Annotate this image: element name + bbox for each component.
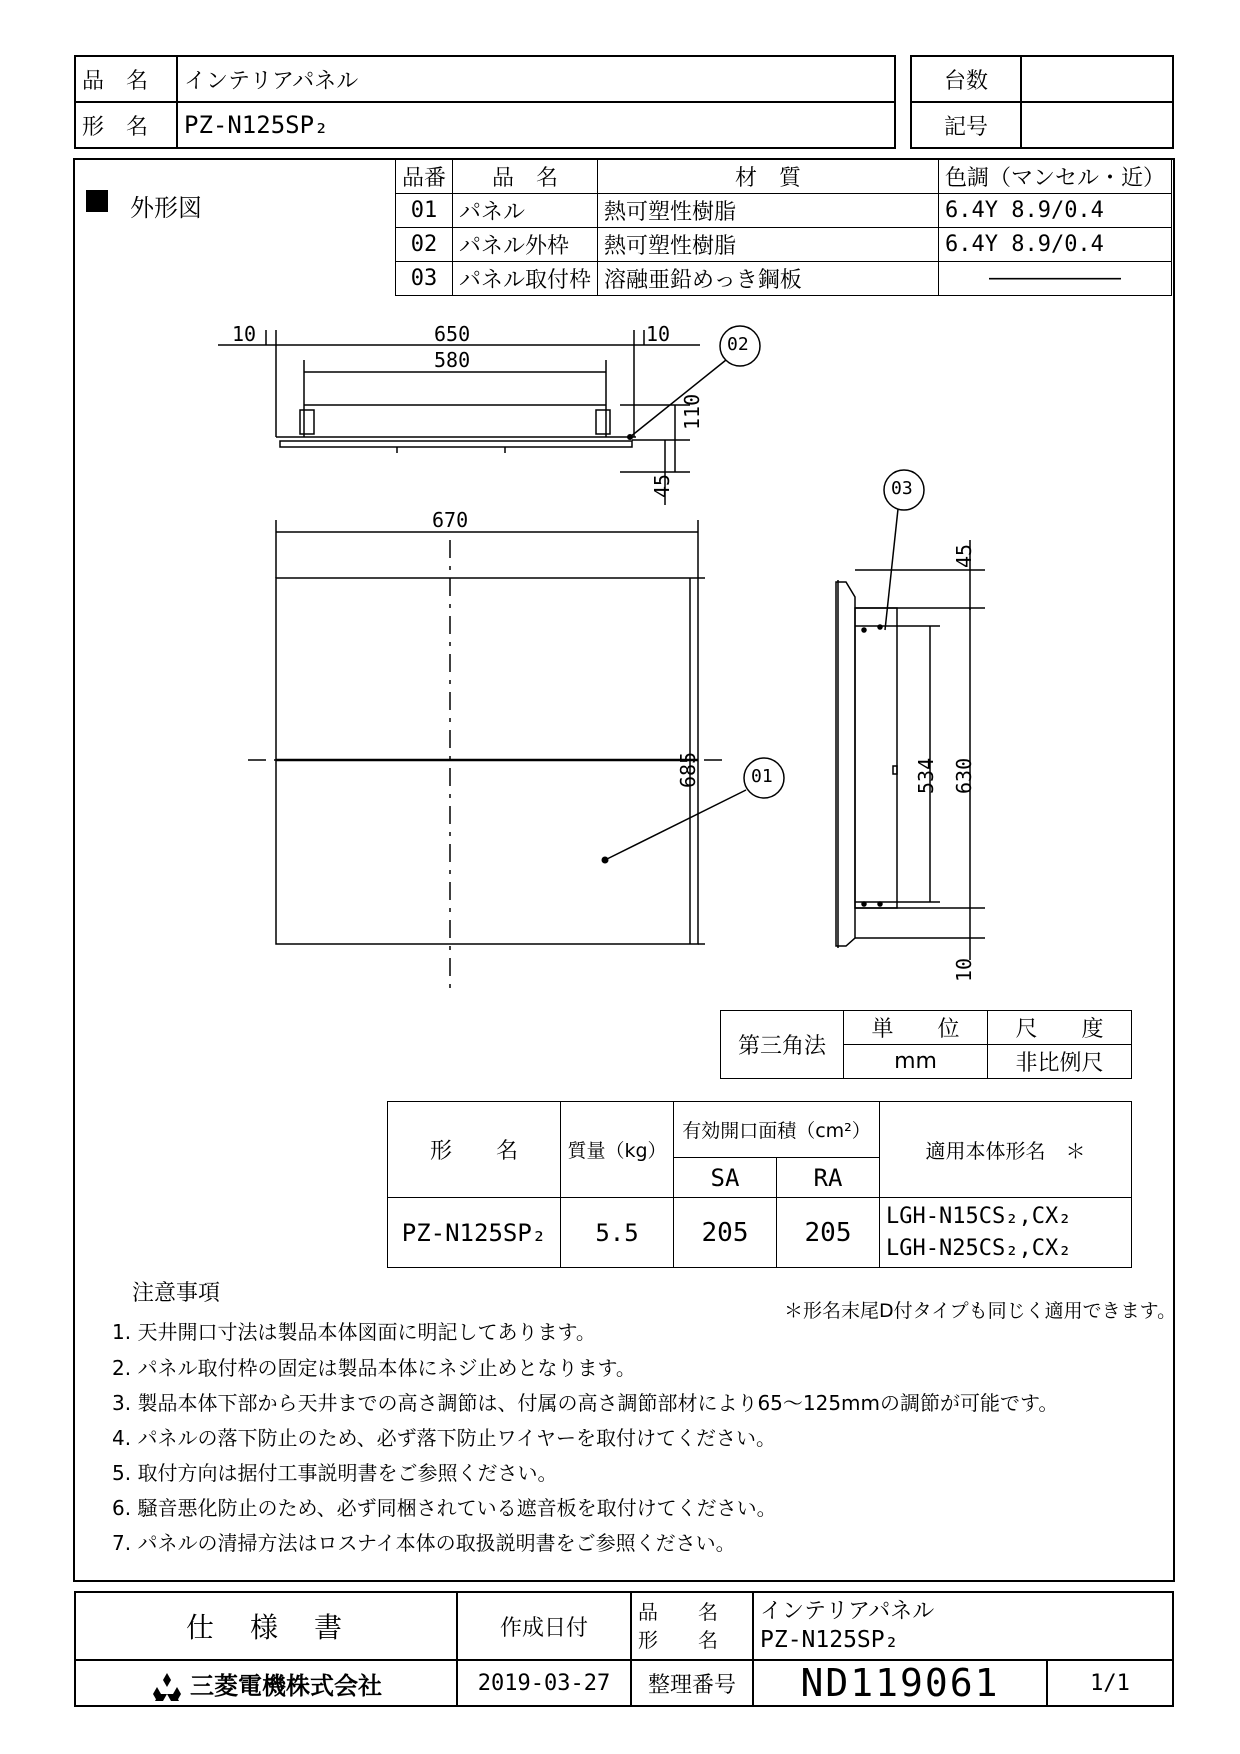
footer-model-value: PZ-N125SP₂ — [760, 1627, 899, 1653]
dim-side-bottom: 10 — [952, 957, 976, 982]
parts-header-name: 品 名 — [453, 160, 598, 194]
spec-header-area: 有効開口面積（cm²） — [674, 1102, 880, 1158]
dim-top-width: 650 — [434, 322, 471, 346]
spec-model: PZ-N125SP₂ — [388, 1198, 561, 1268]
parts-no: 01 — [396, 194, 453, 228]
spec-header-mass: 質量（kg） — [561, 1102, 674, 1198]
scale-label: 尺 度 — [988, 1011, 1132, 1045]
parts-no: 02 — [396, 228, 453, 262]
parts-header-material: 材 質 — [598, 160, 939, 194]
model-value: PZ-N125SP₂ — [177, 102, 895, 148]
footer-date-label: 作成日付 — [457, 1592, 631, 1660]
spec-header-model: 形 名 — [388, 1102, 561, 1198]
side-view-panel — [836, 582, 855, 946]
parts-material: 熱可塑性樹脂 — [598, 194, 939, 228]
parts-header-color: 色調（マンセル・近） — [938, 160, 1171, 194]
model-label: 形 名 — [75, 102, 177, 148]
symbol-label: 記号 — [911, 102, 1021, 148]
footer-model-label: 形 名 — [638, 1628, 718, 1652]
parts-material: 熱可塑性樹脂 — [598, 228, 939, 262]
spec-header-sa: SA — [674, 1158, 777, 1198]
note-item: 6. 騒音悪化防止のため、必ず同梱されている遮音板を取付けてください。 — [112, 1496, 777, 1520]
projection-method: 第三角法 — [721, 1011, 844, 1079]
name-label: 品 名 — [75, 56, 177, 102]
note-item: 1. 天井開口寸法は製品本体図面に明記してあります。 — [112, 1320, 596, 1344]
scale-value: 非比例尺 — [988, 1045, 1132, 1079]
footer-date-value: 2019-03-27 — [457, 1660, 631, 1706]
notes-title: 注意事項 — [132, 1281, 221, 1306]
parts-color: ―――――― — [938, 262, 1171, 296]
parts-color: 6.4Y 8.9/0.4 — [938, 194, 1171, 228]
dim-side-outer: 630 — [952, 757, 976, 794]
projection-table — [720, 1010, 1132, 1079]
note-item: 2. パネル取付枠の固定は製品本体にネジ止めとなります。 — [112, 1356, 636, 1380]
parts-name: パネル — [453, 194, 598, 228]
callout-01-dot — [602, 857, 609, 864]
footer-page: 1/1 — [1047, 1660, 1173, 1706]
spec-table — [387, 1101, 1132, 1268]
top-view-bracket — [300, 410, 314, 434]
callout-03-label: 03 — [891, 478, 913, 499]
section-title: 外形図 — [130, 194, 202, 222]
dim-top-flange: 45 — [650, 473, 674, 498]
footer-company: 三菱電機株式会社 — [190, 1671, 382, 1700]
note-item: 5. 取付方向は据付工事説明書をご参照ください。 — [112, 1461, 558, 1485]
dim-top-inner: 580 — [434, 348, 471, 372]
note-item: 4. パネルの落下防止のため、必ず落下防止ワイヤーを取付けてください。 — [112, 1426, 777, 1450]
unit-label: 単 位 — [844, 1011, 988, 1045]
dim-side-inner: 534 — [914, 757, 938, 794]
callout-02-dot — [627, 434, 633, 440]
parts-header-no: 品番 — [396, 160, 453, 194]
spec-ra: 205 — [777, 1198, 880, 1268]
top-view-flange — [280, 441, 632, 447]
side-view-frame — [855, 608, 897, 908]
spec-mass: 5.5 — [561, 1198, 674, 1268]
unit-value: mm — [844, 1045, 988, 1079]
footer-table — [74, 1591, 1174, 1707]
parts-no: 03 — [396, 262, 453, 296]
spec-footnote: ＊形名末尾D付タイプも同じく適用できます。 — [784, 1300, 1177, 1322]
dim-front-height: 685 — [676, 751, 700, 788]
spec-body-1: LGH-N15CS₂,CX₂ — [886, 1203, 1072, 1229]
spec-sa: 205 — [674, 1198, 777, 1268]
parts-material: 溶融亜鉛めっき鋼板 — [598, 262, 939, 296]
callout-01-label: 01 — [751, 766, 773, 787]
footer-doc-type: 仕 様 書 — [75, 1592, 457, 1660]
count-label: 台数 — [911, 56, 1021, 102]
dim-top-height: 110 — [680, 393, 704, 430]
callout-02-label: 02 — [727, 334, 749, 355]
spec-header-ra: RA — [777, 1158, 880, 1198]
note-item: 7. パネルの清掃方法はロスナイ本体の取扱説明書をご参照ください。 — [112, 1531, 736, 1555]
dim-side-top: 45 — [952, 543, 976, 568]
name-value: インテリアパネル — [177, 56, 895, 102]
dim-front-width: 670 — [432, 508, 469, 532]
footer-name-label: 品 名 — [638, 1600, 718, 1624]
parts-color: 6.4Y 8.9/0.4 — [938, 228, 1171, 262]
top-view-bracket — [596, 410, 610, 434]
spec-body-2: LGH-N25CS₂,CX₂ — [886, 1235, 1072, 1261]
footer-ref-value: ND119061 — [753, 1660, 1047, 1706]
dim-top-left: 10 — [232, 322, 257, 346]
mitsubishi-logo-icon — [150, 1673, 184, 1701]
parts-name: パネル取付枠 — [453, 262, 598, 296]
note-item: 3. 製品本体下部から天井までの高さ調節は、付属の高さ調節部材により65～125mmの調節が可能です。 — [112, 1391, 1059, 1415]
footer-ref-label: 整理番号 — [631, 1660, 753, 1706]
footer-name-value: インテリアパネル — [760, 1599, 935, 1624]
spec-header-body: 適用本体形名 ＊ — [880, 1102, 1132, 1198]
dim-top-right: 10 — [646, 322, 671, 346]
parts-name: パネル外枠 — [453, 228, 598, 262]
